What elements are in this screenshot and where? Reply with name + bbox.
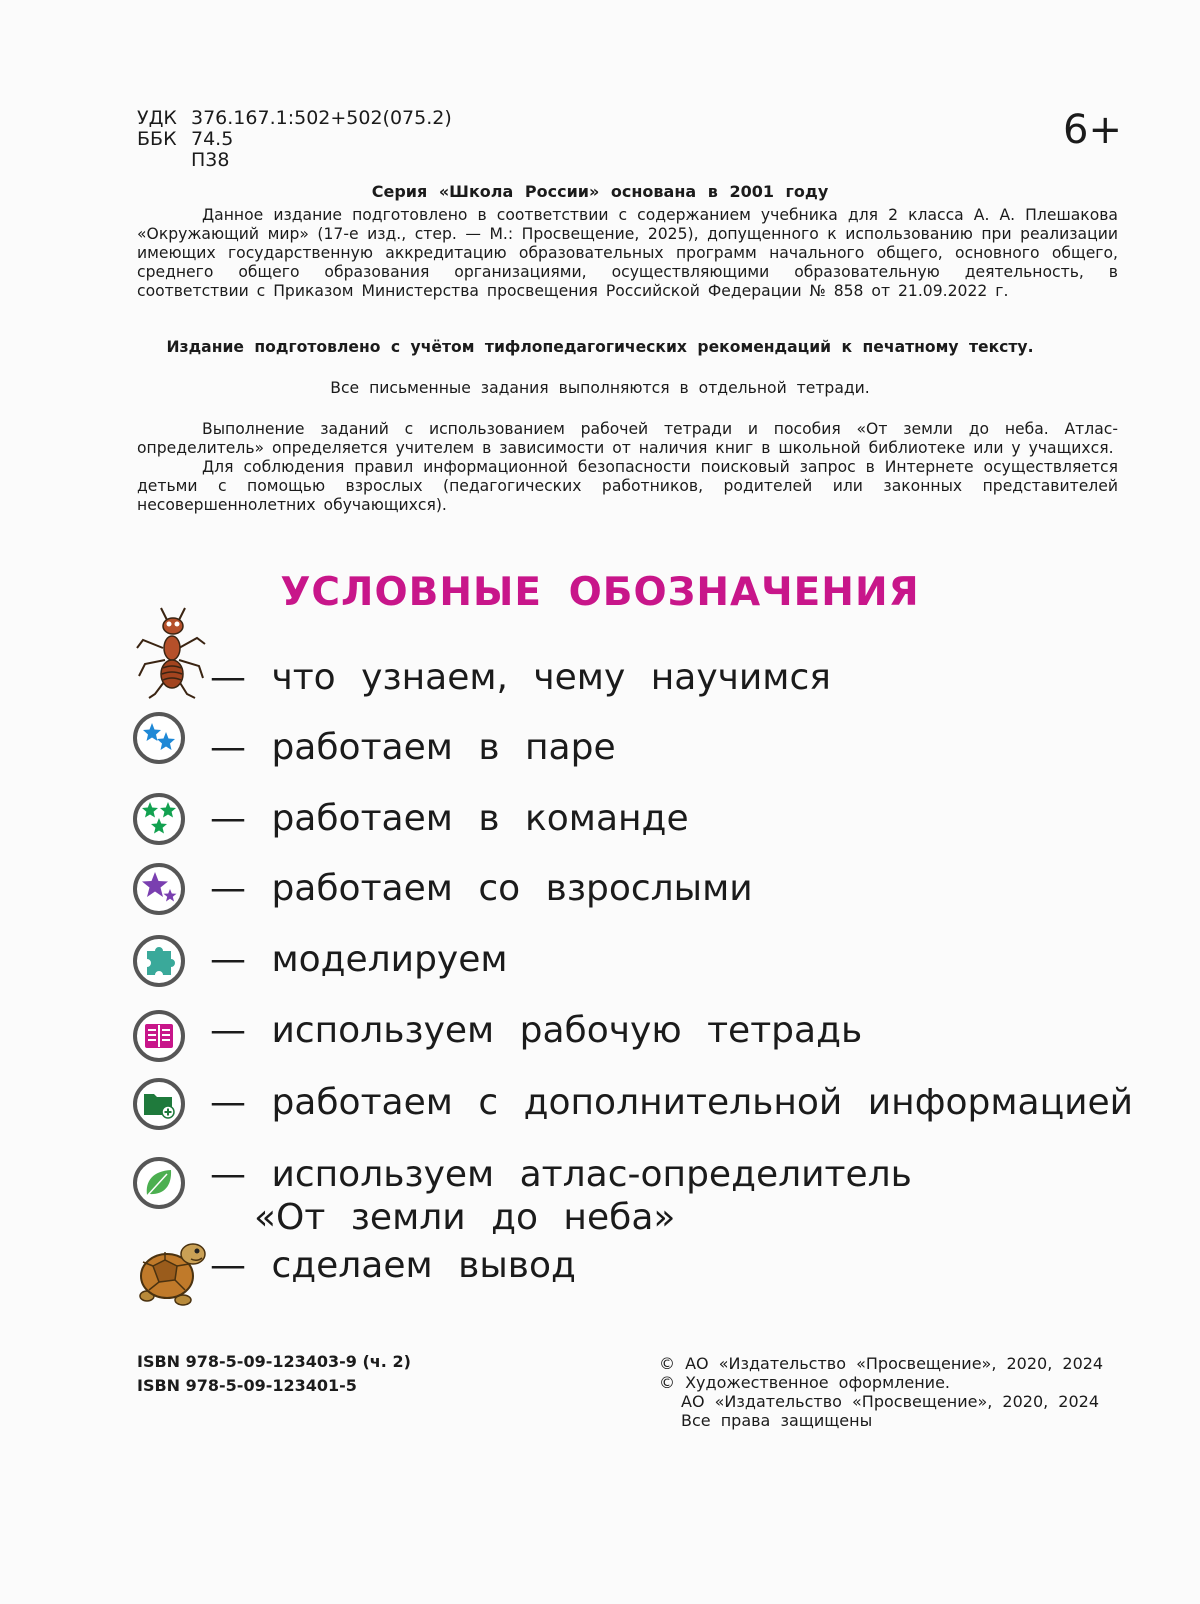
isbn-part: ISBN 978-5-09-123403-9 (ч. 2) [137,1352,411,1371]
legend-item-8-line2: «От земли до неба» [254,1197,676,1238]
safety-note: Для соблюдения правил информационной безопасности поисковый запрос в Интернете осуществляется детьми с помощью взрослых (педагогических работников, родителей или законных представителей несовершеннолетних обучающихся). [137,458,1118,514]
legend-item-3: — работаем в команде [210,798,689,839]
copyright-line-3: АО «Издательство «Просвещение», 2020, 2024 [681,1392,1100,1411]
legend-item-2: — работаем в паре [210,727,616,768]
leaf-icon [133,1157,185,1209]
two-stars-icon [133,712,185,764]
intro-paragraph [137,206,1118,301]
legend-title: УСЛОВНЫЕ ОБОЗНАЧЕНИЯ [280,570,920,615]
folder-plus-icon [133,1078,185,1130]
copyright-line-2: © Художественное оформление. [659,1373,950,1392]
three-stars-icon [133,793,185,845]
written-tasks-note: Все письменные задания выполняются в отдельной тетради. [330,379,870,397]
star-with-adult-icon [133,863,185,915]
age-rating: 6+ [1063,107,1122,153]
notes-paragraph [137,420,1118,515]
author-code: П38 [191,149,230,171]
udk-value: 376.167.1:502+502(075.2) [191,107,452,129]
isbn-block [137,1350,411,1398]
puzzle-icon [133,935,185,987]
legend-item-7: — работаем с дополнительной информацией [210,1082,1134,1123]
legend-item-5: — моделируем [210,939,508,980]
bbk-label: ББК [137,128,177,150]
udk-label: УДК [137,107,177,129]
isbn-set: ISBN 978-5-09-123401-5 [137,1376,357,1395]
tiflo-note: Издание подготовлено с учётом тифлопедагогических рекомендаций к печатному тексту. [166,338,1034,356]
copyright-line-4: Все права защищены [681,1411,873,1430]
legend-item-6: — используем рабочую тетрадь [210,1010,863,1051]
bbk-value: 74.5 [191,128,234,150]
legend-item-1: — что узнаем, чему научимся [210,657,831,698]
turtle-icon [131,1238,209,1308]
workbook-icon [133,1010,185,1062]
atlas-note: Выполнение заданий с использованием рабочей тетради и пособия «От земли до неба. Атлас-определитель» определяется учителем в зависимости от наличия книг в школьной библиотеке или у учащихся. [137,420,1118,457]
intro-text: Данное издание подготовлено в соответствии с содержанием учебника для 2 класса А. А. Плешакова «Окружающий мир» (17-е изд., стер. — М.: Просвещение, 2025), допущенного к использованию при реализации имеющих государственную аккредитацию образовательных программ начального общего, основного общего, среднего общего образования организациями, осуществляющими образовательную деятельность, в соответствии с Приказом Министерства просвещения Российской Федерации № 858 от 21.09.2022 г. [137,206,1118,300]
legend-item-9: — сделаем вывод [210,1245,576,1286]
copyright-block [659,1354,1103,1430]
legend-item-4: — работаем со взрослыми [210,868,753,909]
ant-icon [133,604,209,702]
copyright-line-1: © АО «Издательство «Просвещение», 2020, 2024 [659,1354,1104,1373]
series-line: Серия «Школа России» основана в 2001 году [371,182,829,201]
classification-block [137,108,452,171]
legend-item-8: — используем атлас-определитель [210,1154,912,1195]
